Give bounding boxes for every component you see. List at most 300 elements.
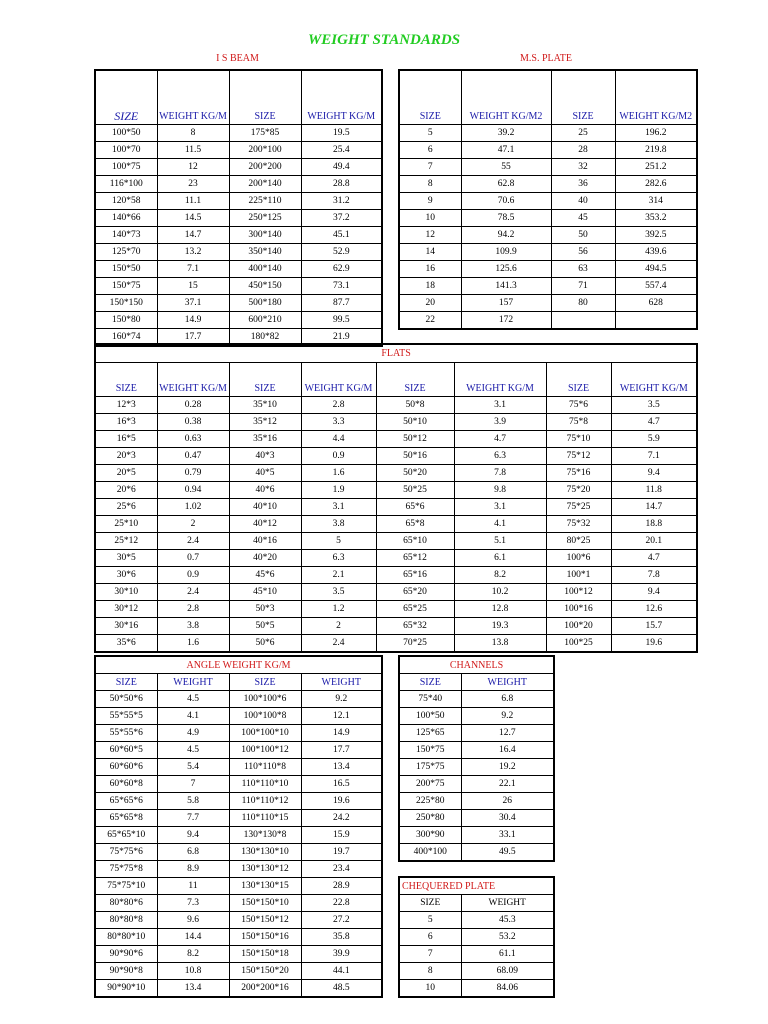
- angle-row: [95, 878, 382, 895]
- flats-cell: 11.8: [611, 482, 697, 499]
- is-beam-cell: 49.4: [301, 159, 382, 176]
- flats-cell: 50*20: [376, 465, 454, 482]
- flats-row: [95, 584, 697, 601]
- is-beam-cell: 100*50: [95, 125, 157, 142]
- is-beam-cell: 11.1: [157, 193, 229, 210]
- angle-cell: 100*100*10: [229, 725, 301, 742]
- is-beam-cell: 100*70: [95, 142, 157, 159]
- ms-plate-cell: 628: [615, 295, 697, 312]
- channels-label: CHANNELS: [399, 656, 554, 674]
- chequered-cell: 61.1: [461, 946, 554, 963]
- is-beam-cell: 15: [157, 278, 229, 295]
- flats-row: [95, 448, 697, 465]
- is-beam-cell: 200*100: [229, 142, 301, 159]
- angle-cell: 130*130*8: [229, 827, 301, 844]
- ms-plate-cell: 62.8: [461, 176, 551, 193]
- flats-cell: 65*20: [376, 584, 454, 601]
- flats-cell: 1.6: [157, 635, 229, 653]
- flats-cell: 35*6: [95, 635, 157, 653]
- flats-header-weight-4: WEIGHT KG/M: [611, 363, 697, 397]
- ms-plate-row: [399, 261, 697, 278]
- ms-plate-cell: 71: [551, 278, 615, 295]
- flats-cell: 3.8: [301, 516, 376, 533]
- flats-row: [95, 431, 697, 448]
- angle-row: [95, 793, 382, 810]
- is-beam-cell: 225*110: [229, 193, 301, 210]
- is-beam-header-weight-2: WEIGHT KG/M: [301, 70, 382, 125]
- flats-cell: 9.4: [611, 465, 697, 482]
- flats-cell: 2: [301, 618, 376, 635]
- ms-plate-row: [399, 176, 697, 193]
- flats-cell: 8.2: [454, 567, 546, 584]
- flats-cell: 2.1: [301, 567, 376, 584]
- ms-plate-cell: 28: [551, 142, 615, 159]
- flats-cell: 100*12: [546, 584, 611, 601]
- chequered-row: [399, 980, 554, 998]
- ms-plate-cell: 20: [399, 295, 461, 312]
- flats-cell: 2.8: [157, 601, 229, 618]
- angle-cell: 19.6: [301, 793, 382, 810]
- flats-cell: 7.8: [611, 567, 697, 584]
- flats-cell: 4.1: [454, 516, 546, 533]
- is-beam-cell: 140*73: [95, 227, 157, 244]
- is-beam-label: I S BEAM: [216, 53, 259, 64]
- flats-cell: 30*16: [95, 618, 157, 635]
- chequered-cell: 84.06: [461, 980, 554, 998]
- is-beam-cell: 99.5: [301, 312, 382, 329]
- angle-cell: 13.4: [301, 759, 382, 776]
- angle-cell: 75*75*8: [95, 861, 157, 878]
- ms-plate-cell: 314: [615, 193, 697, 210]
- flats-cell: 2.8: [301, 397, 376, 414]
- ms-plate-cell: 6: [399, 142, 461, 159]
- is-beam-cell: 73.1: [301, 278, 382, 295]
- is-beam-cell: 23: [157, 176, 229, 193]
- angle-cell: 13.4: [157, 980, 229, 998]
- ms-plate-cell: 50: [551, 227, 615, 244]
- flats-cell: 1.9: [301, 482, 376, 499]
- flats-cell: 20.1: [611, 533, 697, 550]
- channels-cell: 400*100: [399, 844, 461, 862]
- is-beam-row: [95, 244, 382, 261]
- chequered-cell: 5: [399, 912, 461, 929]
- angle-cell: 60*60*6: [95, 759, 157, 776]
- angle-cell: 80*80*10: [95, 929, 157, 946]
- flats-cell: 12*3: [95, 397, 157, 414]
- flats-cell: 2: [157, 516, 229, 533]
- flats-cell: 3.1: [454, 499, 546, 516]
- angle-cell: 90*90*8: [95, 963, 157, 980]
- chequered-row: [399, 963, 554, 980]
- angle-cell: 19.7: [301, 844, 382, 861]
- flats-cell: 75*32: [546, 516, 611, 533]
- flats-cell: 0.63: [157, 431, 229, 448]
- flats-cell: 6.1: [454, 550, 546, 567]
- is-beam-cell: 150*50: [95, 261, 157, 278]
- is-beam-cell: 31.2: [301, 193, 382, 210]
- flats-cell: 65*16: [376, 567, 454, 584]
- angle-cell: 110*110*8: [229, 759, 301, 776]
- flats-cell: 6.3: [454, 448, 546, 465]
- channels-cell: 12.7: [461, 725, 554, 742]
- ms-plate-cell: 219.8: [615, 142, 697, 159]
- flats-cell: 3.1: [454, 397, 546, 414]
- angle-cell: 22.8: [301, 895, 382, 912]
- flats-cell: 35*12: [229, 414, 301, 431]
- angle-cell: 150*150*10: [229, 895, 301, 912]
- ms-plate-cell: 47.1: [461, 142, 551, 159]
- angle-row: [95, 963, 382, 980]
- flats-cell: 65*8: [376, 516, 454, 533]
- angle-cell: 100*100*6: [229, 691, 301, 708]
- channels-cell: 100*50: [399, 708, 461, 725]
- is-beam-cell: 12: [157, 159, 229, 176]
- ms-plate-cell: 10: [399, 210, 461, 227]
- angle-header-size-2: SIZE: [229, 674, 301, 691]
- ms-plate-cell: 109.9: [461, 244, 551, 261]
- flats-cell: 3.3: [301, 414, 376, 431]
- ms-plate-cell: 36: [551, 176, 615, 193]
- angle-cell: 110*110*15: [229, 810, 301, 827]
- is-beam-cell: 200*200: [229, 159, 301, 176]
- flats-cell: 12.6: [611, 601, 697, 618]
- channels-cell: 16.4: [461, 742, 554, 759]
- flats-cell: 40*10: [229, 499, 301, 516]
- angle-cell: 90*90*10: [95, 980, 157, 998]
- channels-cell: 49.5: [461, 844, 554, 862]
- is-beam-cell: 300*140: [229, 227, 301, 244]
- channels-row: [399, 776, 554, 793]
- is-beam-cell: 150*75: [95, 278, 157, 295]
- angle-cell: 6.8: [157, 844, 229, 861]
- flats-cell: 0.28: [157, 397, 229, 414]
- ms-plate-cell: 45: [551, 210, 615, 227]
- channels-cell: 30.4: [461, 810, 554, 827]
- ms-plate-cell: 8: [399, 176, 461, 193]
- flats-cell: 50*6: [229, 635, 301, 653]
- ms-plate-label: M.S. PLATE: [520, 53, 572, 64]
- flats-cell: 50*3: [229, 601, 301, 618]
- flats-cell: 75*12: [546, 448, 611, 465]
- angle-cell: 8.9: [157, 861, 229, 878]
- flats-cell: 50*8: [376, 397, 454, 414]
- angle-cell: 150*150*16: [229, 929, 301, 946]
- channels-cell: 33.1: [461, 827, 554, 844]
- ms-plate-cell: 18: [399, 278, 461, 295]
- channels-table: [398, 655, 555, 862]
- chequered-header-weight: WEIGHT: [461, 895, 554, 912]
- angle-table: [94, 655, 383, 998]
- flats-cell: 20*5: [95, 465, 157, 482]
- flats-cell: 75*6: [546, 397, 611, 414]
- flats-cell: 80*25: [546, 533, 611, 550]
- flats-cell: 40*12: [229, 516, 301, 533]
- is-beam-cell: 21.9: [301, 329, 382, 347]
- flats-cell: 1.02: [157, 499, 229, 516]
- angle-cell: 44.1: [301, 963, 382, 980]
- flats-row: [95, 482, 697, 499]
- ms-plate-cell: 251.2: [615, 159, 697, 176]
- angle-cell: 17.7: [301, 742, 382, 759]
- flats-cell: 75*10: [546, 431, 611, 448]
- flats-cell: 75*16: [546, 465, 611, 482]
- is-beam-cell: 150*150: [95, 295, 157, 312]
- ms-plate-cell: 439.6: [615, 244, 697, 261]
- flats-cell: 9.4: [611, 584, 697, 601]
- is-beam-cell: 87.7: [301, 295, 382, 312]
- ms-plate-row: [399, 227, 697, 244]
- is-beam-cell: 116*100: [95, 176, 157, 193]
- flats-cell: 3.9: [454, 414, 546, 431]
- angle-cell: 130*130*12: [229, 861, 301, 878]
- flats-cell: 2.4: [157, 533, 229, 550]
- angle-cell: 110*110*12: [229, 793, 301, 810]
- is-beam-cell: 14.5: [157, 210, 229, 227]
- channels-row: [399, 742, 554, 759]
- angle-cell: 35.8: [301, 929, 382, 946]
- is-beam-cell: 19.5: [301, 125, 382, 142]
- flats-cell: 40*20: [229, 550, 301, 567]
- ms-plate-cell: 55: [461, 159, 551, 176]
- ms-plate-row: [399, 142, 697, 159]
- is-beam-cell: 160*74: [95, 329, 157, 347]
- is-beam-cell: 17.7: [157, 329, 229, 347]
- flats-row: [95, 414, 697, 431]
- angle-cell: 80*80*6: [95, 895, 157, 912]
- ms-plate-row: [399, 193, 697, 210]
- chequered-row: [399, 929, 554, 946]
- flats-cell: 100*16: [546, 601, 611, 618]
- flats-cell: 4.4: [301, 431, 376, 448]
- flats-row: [95, 601, 697, 618]
- ms-plate-row: [399, 125, 697, 142]
- is-beam-cell: 62.9: [301, 261, 382, 278]
- channels-cell: 150*75: [399, 742, 461, 759]
- is-beam-cell: 180*82: [229, 329, 301, 347]
- ms-plate-cell: 63: [551, 261, 615, 278]
- is-beam-cell: 600*210: [229, 312, 301, 329]
- ms-plate-cell: 12: [399, 227, 461, 244]
- flats-cell: 0.9: [157, 567, 229, 584]
- flats-row: [95, 499, 697, 516]
- flats-cell: 0.94: [157, 482, 229, 499]
- flats-cell: 4.7: [611, 550, 697, 567]
- flats-cell: 40*16: [229, 533, 301, 550]
- channels-cell: 26: [461, 793, 554, 810]
- is-beam-cell: 7.1: [157, 261, 229, 278]
- channels-row: [399, 708, 554, 725]
- channels-row: [399, 725, 554, 742]
- angle-row: [95, 929, 382, 946]
- angle-cell: 65*65*8: [95, 810, 157, 827]
- flats-row: [95, 567, 697, 584]
- angle-row: [95, 912, 382, 929]
- flats-cell: 50*16: [376, 448, 454, 465]
- angle-row: [95, 810, 382, 827]
- flats-cell: 3.1: [301, 499, 376, 516]
- angle-cell: 60*60*8: [95, 776, 157, 793]
- angle-cell: 9.4: [157, 827, 229, 844]
- angle-row: [95, 708, 382, 725]
- angle-cell: 24.2: [301, 810, 382, 827]
- flats-cell: 7.1: [611, 448, 697, 465]
- angle-cell: 90*90*6: [95, 946, 157, 963]
- is-beam-cell: 450*150: [229, 278, 301, 295]
- angle-cell: 16.5: [301, 776, 382, 793]
- channels-cell: 22.1: [461, 776, 554, 793]
- flats-cell: 0.7: [157, 550, 229, 567]
- is-beam-cell: 45.1: [301, 227, 382, 244]
- angle-cell: 39.9: [301, 946, 382, 963]
- angle-row: [95, 759, 382, 776]
- angle-cell: 9.2: [301, 691, 382, 708]
- ms-plate-header-weight-1: WEIGHT KG/M2: [461, 70, 551, 125]
- is-beam-row: [95, 278, 382, 295]
- is-beam-cell: 500*180: [229, 295, 301, 312]
- chequered-cell: 10: [399, 980, 461, 998]
- angle-row: [95, 776, 382, 793]
- angle-cell: 130*130*15: [229, 878, 301, 895]
- flats-header-size-1: SIZE: [95, 363, 157, 397]
- flats-label: FLATS: [95, 344, 697, 363]
- is-beam-row: [95, 193, 382, 210]
- page-title: WEIGHT STANDARDS: [307, 32, 461, 48]
- ms-plate-cell: 56: [551, 244, 615, 261]
- angle-row: [95, 895, 382, 912]
- ms-plate-cell: 94.2: [461, 227, 551, 244]
- angle-cell: 14.9: [301, 725, 382, 742]
- flats-cell: 65*25: [376, 601, 454, 618]
- chequered-row: [399, 912, 554, 929]
- flats-cell: 0.79: [157, 465, 229, 482]
- ms-plate-cell: 70.6: [461, 193, 551, 210]
- is-beam-cell: 120*58: [95, 193, 157, 210]
- flats-cell: 45*10: [229, 584, 301, 601]
- flats-cell: 75*8: [546, 414, 611, 431]
- angle-cell: 150*150*18: [229, 946, 301, 963]
- angle-cell: 7.3: [157, 895, 229, 912]
- is-beam-header-size-1: SIZE: [95, 70, 157, 125]
- flats-header-size-3: SIZE: [376, 363, 454, 397]
- channels-cell: 250*80: [399, 810, 461, 827]
- flats-cell: 7.8: [454, 465, 546, 482]
- flats-cell: 13.8: [454, 635, 546, 653]
- flats-cell: 35*16: [229, 431, 301, 448]
- channels-row: [399, 691, 554, 708]
- chequered-cell: 8: [399, 963, 461, 980]
- flats-cell: 0.38: [157, 414, 229, 431]
- ms-plate-cell: 78.5: [461, 210, 551, 227]
- flats-cell: 25*12: [95, 533, 157, 550]
- flats-cell: 65*12: [376, 550, 454, 567]
- angle-cell: 27.2: [301, 912, 382, 929]
- angle-row: [95, 827, 382, 844]
- angle-cell: 9.6: [157, 912, 229, 929]
- angle-header-weight-2: WEIGHT: [301, 674, 382, 691]
- angle-row: [95, 742, 382, 759]
- flats-cell: 70*25: [376, 635, 454, 653]
- chequered-table: [398, 876, 555, 998]
- flats-cell: 9.8: [454, 482, 546, 499]
- flats-row: [95, 635, 697, 653]
- flats-cell: 100*20: [546, 618, 611, 635]
- ms-plate-row: [399, 295, 697, 312]
- angle-cell: 150*150*12: [229, 912, 301, 929]
- flats-cell: 19.6: [611, 635, 697, 653]
- is-beam-cell: 175*85: [229, 125, 301, 142]
- flats-cell: 25*10: [95, 516, 157, 533]
- flats-cell: 40*6: [229, 482, 301, 499]
- ms-plate-cell: 7: [399, 159, 461, 176]
- angle-cell: 4.5: [157, 742, 229, 759]
- flats-row: [95, 397, 697, 414]
- flats-cell: 30*10: [95, 584, 157, 601]
- angle-cell: 4.5: [157, 691, 229, 708]
- channels-cell: 9.2: [461, 708, 554, 725]
- flats-cell: 20*3: [95, 448, 157, 465]
- angle-cell: 23.4: [301, 861, 382, 878]
- angle-row: [95, 946, 382, 963]
- angle-cell: 7.7: [157, 810, 229, 827]
- flats-cell: 40*5: [229, 465, 301, 482]
- channels-cell: 125*65: [399, 725, 461, 742]
- ms-plate-header-size-1: SIZE: [399, 70, 461, 125]
- angle-cell: 65*65*6: [95, 793, 157, 810]
- flats-header-weight-3: WEIGHT KG/M: [454, 363, 546, 397]
- ms-plate-cell: 14: [399, 244, 461, 261]
- is-beam-cell: 14.7: [157, 227, 229, 244]
- chequered-cell: 7: [399, 946, 461, 963]
- channels-cell: 225*80: [399, 793, 461, 810]
- angle-cell: 55*55*5: [95, 708, 157, 725]
- ms-plate-cell: 32: [551, 159, 615, 176]
- is-beam-row: [95, 261, 382, 278]
- channels-header-size: SIZE: [399, 674, 461, 691]
- flats-row: [95, 516, 697, 533]
- ms-plate-row: [399, 159, 697, 176]
- ms-plate-cell: 392.5: [615, 227, 697, 244]
- channels-cell: 200*75: [399, 776, 461, 793]
- is-beam-row: [95, 125, 382, 142]
- angle-cell: 14.4: [157, 929, 229, 946]
- flats-cell: 50*12: [376, 431, 454, 448]
- ms-plate-cell: 25: [551, 125, 615, 142]
- flats-cell: 65*10: [376, 533, 454, 550]
- ms-plate-cell: 16: [399, 261, 461, 278]
- angle-cell: 15.9: [301, 827, 382, 844]
- flats-cell: 100*25: [546, 635, 611, 653]
- flats-cell: 4.7: [454, 431, 546, 448]
- angle-cell: 48.5: [301, 980, 382, 998]
- chequered-header-size: SIZE: [399, 895, 461, 912]
- flats-cell: 0.9: [301, 448, 376, 465]
- flats-header-size-4: SIZE: [546, 363, 611, 397]
- chequered-cell: 6: [399, 929, 461, 946]
- is-beam-cell: 8: [157, 125, 229, 142]
- angle-cell: 11: [157, 878, 229, 895]
- angle-cell: 5.4: [157, 759, 229, 776]
- flats-cell: 10.2: [454, 584, 546, 601]
- flats-cell: 16*3: [95, 414, 157, 431]
- channels-cell: 6.8: [461, 691, 554, 708]
- angle-cell: 75*75*10: [95, 878, 157, 895]
- is-beam-table: [94, 69, 383, 347]
- flats-cell: 0.47: [157, 448, 229, 465]
- ms-plate-cell: 5: [399, 125, 461, 142]
- angle-label: ANGLE WEIGHT KG/M: [95, 656, 382, 674]
- angle-cell: 4.1: [157, 708, 229, 725]
- angle-row: [95, 691, 382, 708]
